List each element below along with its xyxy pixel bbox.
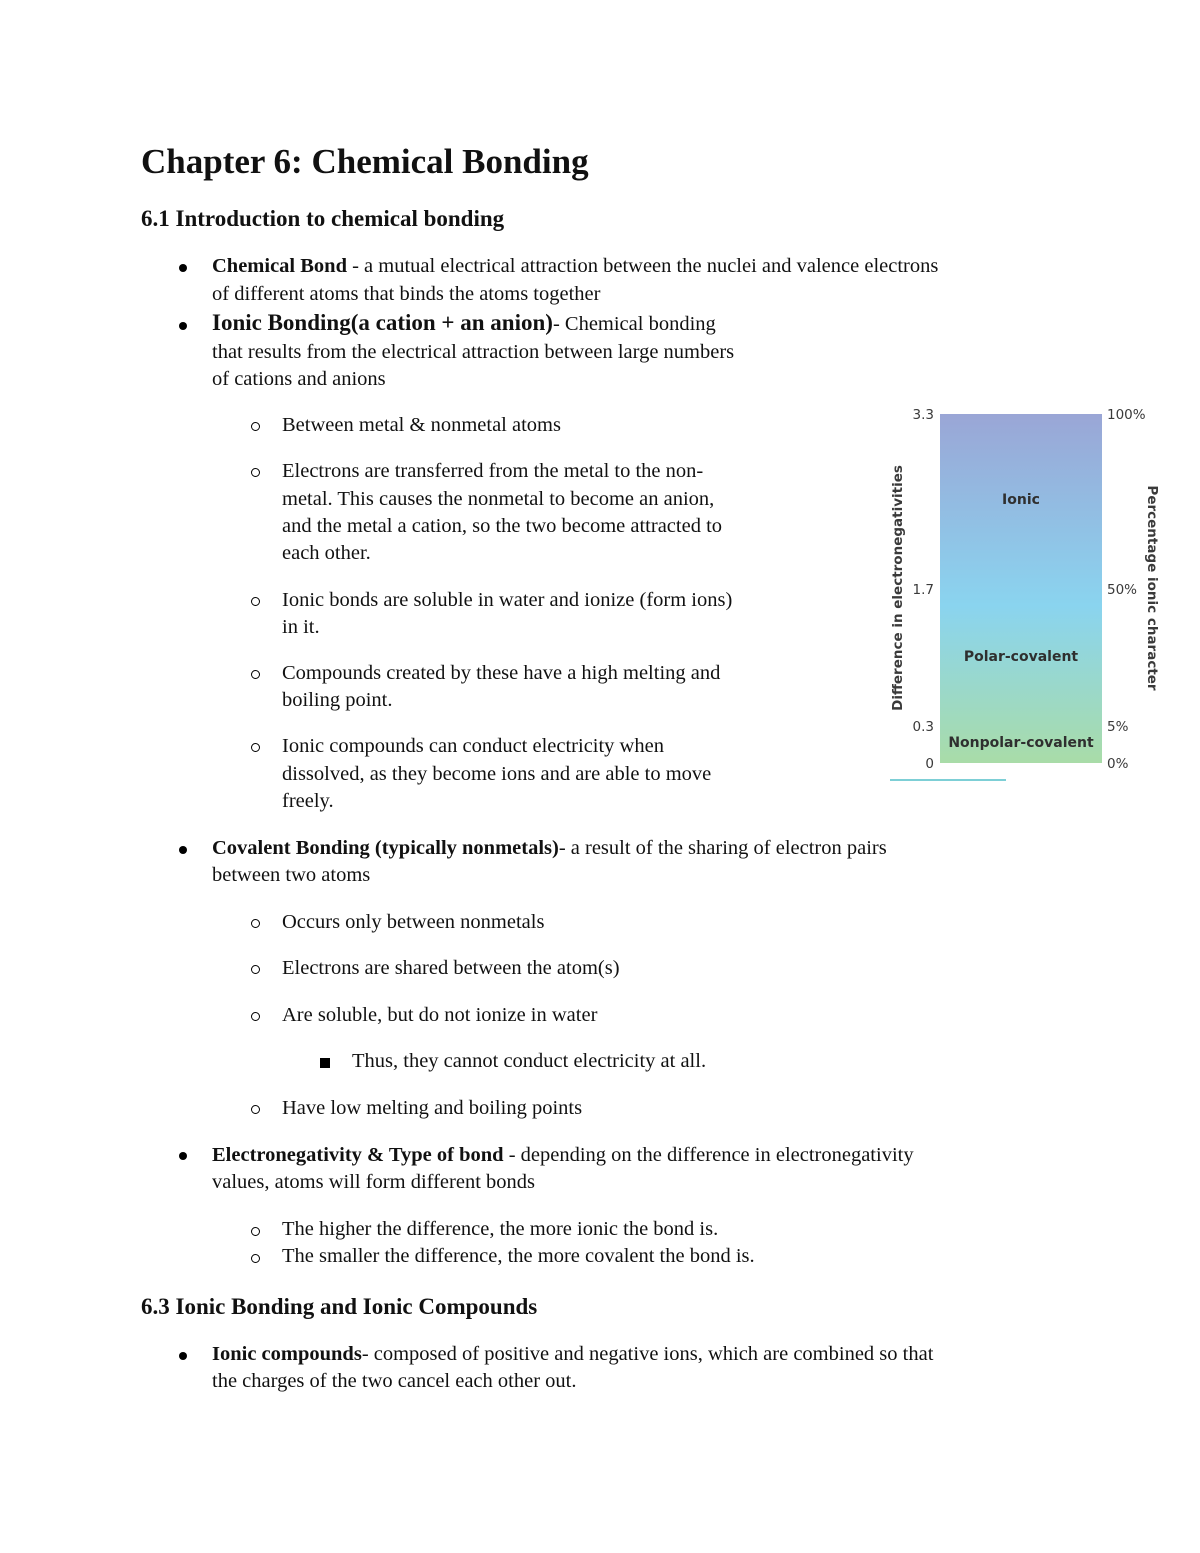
bullet-dot: [179, 1152, 187, 1160]
ionic-bonding-line2: that results from the electrical attraction between large numbers: [212, 341, 735, 363]
ionic-sub-3-l1: Ionic bonds are soluble in water and ionize (form ions): [282, 589, 733, 611]
bullet-dot: [179, 846, 187, 854]
electronegativity-definition: - depending on the difference in electronegativity: [503, 1144, 914, 1166]
ionic-sub-2-l3: and the metal a cation, so the two become attracted to: [282, 515, 723, 537]
covalent-bonding-definition: - a result of the sharing of electron pairs: [558, 837, 887, 859]
ionic-sub-3-l2: in it.: [282, 616, 320, 638]
covalent-sub-1: Occurs only between nonmetals: [282, 911, 545, 933]
left-tick-label: 1.7: [912, 582, 934, 598]
covalent-sub-2: Electrons are shared between the atom(s): [282, 957, 620, 979]
ionic-compounds-definition: - composed of positive and negative ions, which are combined so that: [361, 1343, 934, 1365]
section-heading-6-1: 6.1 Introduction to chemical bonding: [141, 206, 505, 231]
ionic-bonding-definition: - Chemical bonding: [552, 313, 716, 335]
electronegativity-line1: [212, 1142, 914, 1169]
page-title: Chapter 6: Chemical Bonding: [141, 142, 589, 181]
covalent-sub-4: Have low melting and boiling points: [282, 1097, 583, 1119]
ionic-bonding-line1: [212, 309, 716, 338]
right-tick-label: 5%: [1107, 719, 1129, 735]
covalent-sub-3-sub: Thus, they cannot conduct electricity at all.: [352, 1050, 707, 1072]
right-tick-label: 100%: [1107, 407, 1146, 423]
sub-bullet-circle: [251, 743, 260, 752]
right-tick-label: 50%: [1107, 582, 1138, 598]
y-axis-label: Difference in electronegativities: [890, 465, 906, 711]
covalent-sub-3: Are soluble, but do not ionize in water: [282, 1004, 598, 1026]
ionic-compounds-line1: [212, 1341, 933, 1368]
ionic-sub-2-l2: metal. This causes the nonmetal to become an anion,: [282, 488, 715, 510]
ionic-bonding-line3: of cations and anions: [212, 368, 386, 390]
section-heading-6-3: 6.3 Ionic Bonding and Ionic Compounds: [141, 1294, 538, 1319]
sub-bullet-circle: [251, 670, 260, 679]
chart-bar-gradient: [940, 414, 1102, 763]
ionic-compounds-line2: the charges of the two cancel each other out.: [212, 1370, 577, 1392]
sub-bullet-circle: [251, 597, 260, 606]
ionic-sub-2-l1: Electrons are transferred from the metal to the non-: [282, 460, 704, 482]
covalent-bonding-line1: [212, 835, 887, 862]
ionic-sub-5-l1: Ionic compounds can conduct electricity when: [282, 735, 664, 757]
sub-sub-bullet-square: [320, 1058, 330, 1068]
electronegativity-sub-2: The smaller the difference, the more covalent the bond is.: [282, 1245, 755, 1267]
left-tick-label: 3.3: [912, 407, 934, 423]
bullet-dot: [179, 1352, 187, 1360]
sub-bullet-circle: [251, 422, 260, 431]
region-label: Nonpolar-covalent: [948, 735, 1094, 751]
chemical-bond-term: Chemical Bond: [212, 255, 347, 277]
sub-bullet-circle: [251, 468, 260, 477]
sub-bullet-circle: [251, 1105, 260, 1114]
sub-bullet-circle: [251, 919, 260, 928]
y-axis-label-right: Percentage ionic character: [1144, 485, 1160, 691]
bullet-dot: [179, 322, 187, 330]
chemical-bond-definition: - a mutual electrical attraction between the nuclei and valence electrons: [346, 255, 939, 277]
region-label: Ionic: [1002, 492, 1040, 508]
ionic-sub-2-l4: each other.: [282, 542, 371, 564]
electronegativity-sub-1: The higher the difference, the more ionic the bond is.: [282, 1218, 719, 1240]
sub-bullet-circle: [251, 1227, 260, 1236]
ionic-sub-5-l3: freely.: [282, 790, 334, 812]
left-tick-label: 0.3: [912, 719, 934, 735]
electronegativity-line2: values, atoms will form different bonds: [212, 1171, 536, 1193]
region-label: Polar-covalent: [963, 649, 1079, 665]
covalent-bonding-line2: between two atoms: [212, 864, 371, 886]
chemical-bond-line1: [212, 253, 938, 280]
sub-bullet-circle: [251, 965, 260, 974]
left-tick-label: 0: [925, 756, 934, 772]
ionic-sub-5-l2: dissolved, as they become ions and are able to move: [282, 763, 712, 785]
ionic-sub-4-l2: boiling point.: [282, 689, 393, 711]
sub-bullet-circle: [251, 1012, 260, 1021]
right-tick-label: 0%: [1107, 756, 1129, 772]
sub-bullet-circle: [251, 1254, 260, 1263]
ionic-sub-4-l1: Compounds created by these have a high melting and: [282, 662, 721, 684]
bullet-dot: [179, 264, 187, 272]
ionic-compounds-term: Ionic compounds: [212, 1343, 362, 1365]
electronegativity-chart: [880, 398, 1180, 790]
ionic-sub-1: Between metal & nonmetal atoms: [282, 414, 561, 436]
chemical-bond-line2: of different atoms that binds the atoms together: [212, 283, 601, 305]
electronegativity-term: Electronegativity & Type of bond: [212, 1144, 504, 1166]
ionic-bonding-term: Ionic Bonding(a cation + an anion): [212, 310, 553, 335]
covalent-bonding-term: Covalent Bonding (typically nonmetals): [212, 837, 559, 859]
